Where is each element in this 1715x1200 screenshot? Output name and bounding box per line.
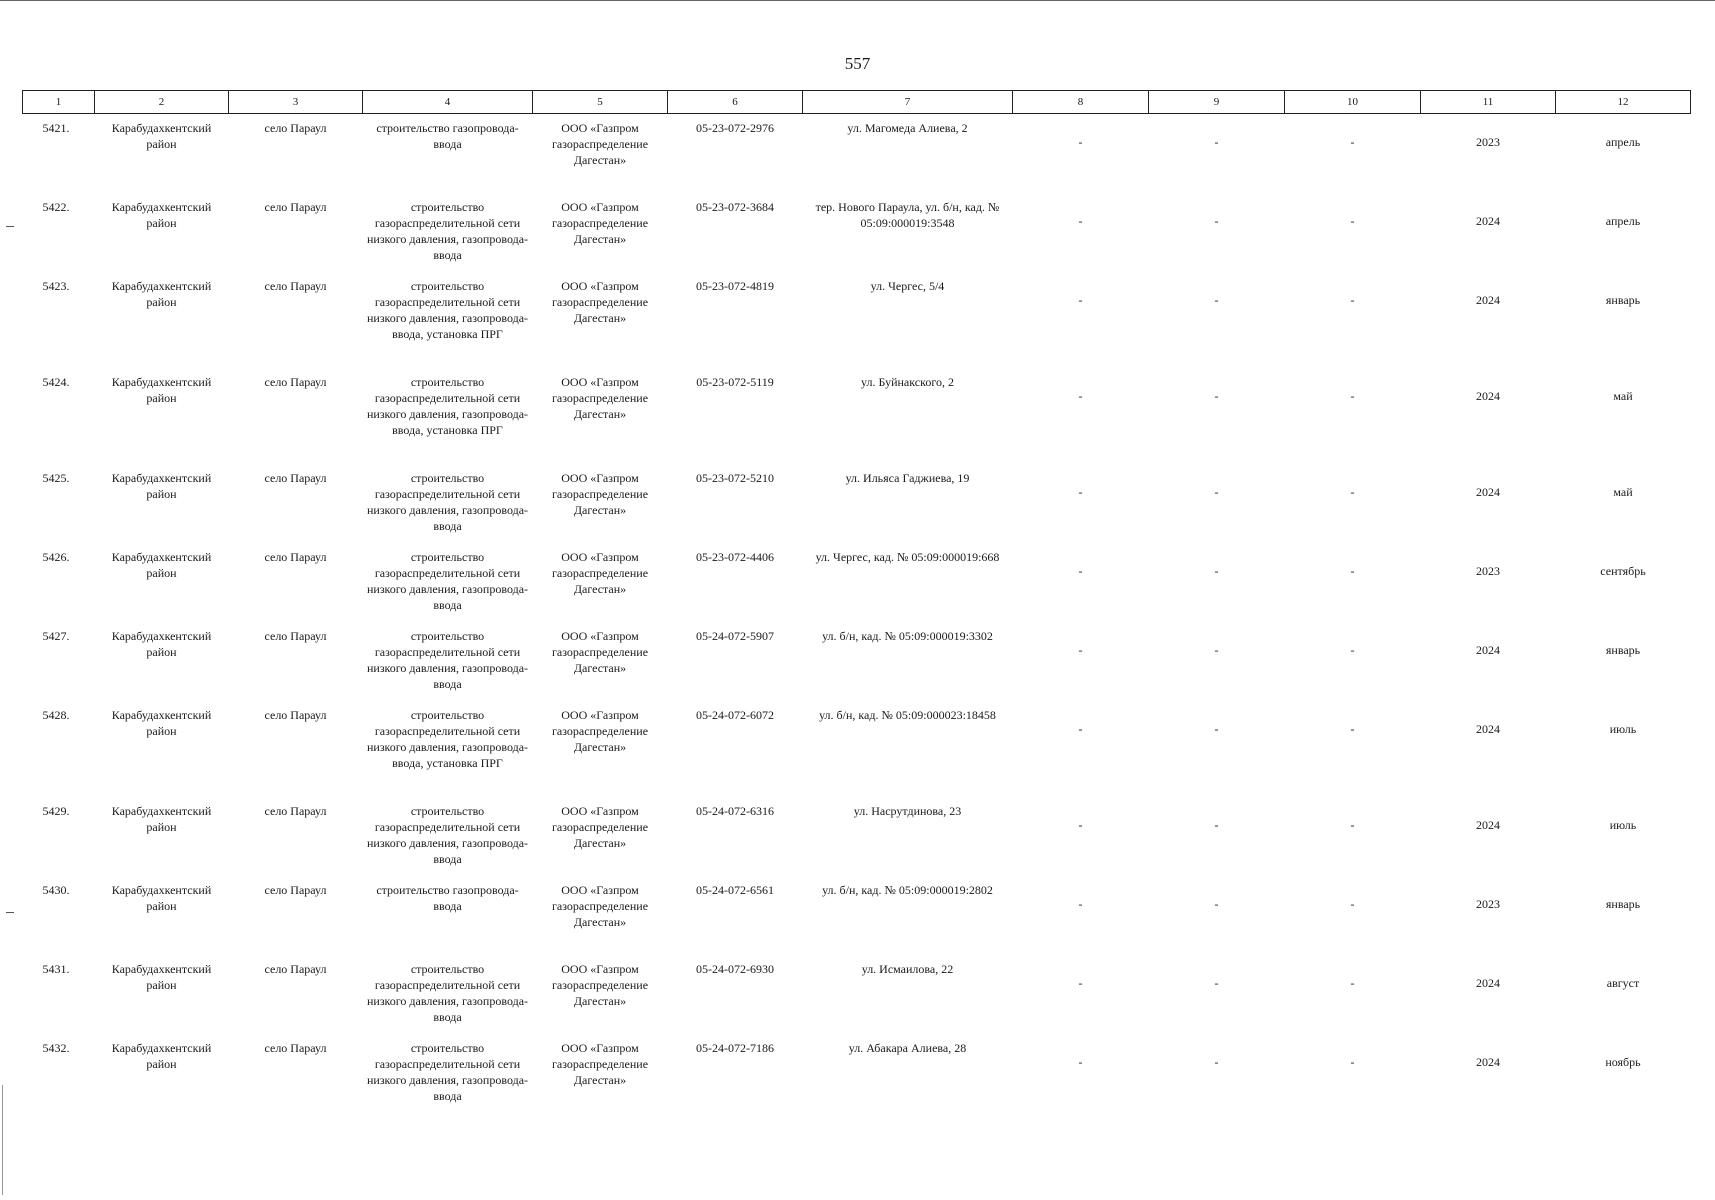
operator-cell: ООО «Газпром газораспределение Дагестан» <box>551 628 649 675</box>
object-code-cell: 05-24-072-7186 <box>696 1040 774 1055</box>
work-type-cell: строительство газопровода-ввода <box>376 882 519 913</box>
column-10-cell: - <box>1350 721 1355 736</box>
district-cell: Карабудахкентский район <box>111 199 212 230</box>
address-cell: ул. Абакара Алиева, 28 <box>848 1040 967 1055</box>
column-8-cell: - <box>1078 1054 1083 1069</box>
column-8-cell: - <box>1078 975 1083 990</box>
column-10-cell: - <box>1350 642 1355 657</box>
register-table-container <box>22 90 1690 1113</box>
column-header-5: 5 <box>533 91 668 114</box>
row-number: 5427. <box>42 628 70 643</box>
column-9-cell: - <box>1214 292 1219 307</box>
column-10-cell: - <box>1350 1054 1355 1069</box>
column-8-cell: - <box>1078 896 1083 911</box>
column-8-cell: - <box>1078 563 1083 578</box>
column-9-cell: - <box>1214 135 1219 149</box>
row-number: 5423. <box>42 278 70 293</box>
column-10-cell: - <box>1350 817 1355 832</box>
column-9-cell: - <box>1214 975 1219 990</box>
village-cell: село Параул <box>264 1040 327 1055</box>
column-8-cell: - <box>1078 817 1083 832</box>
scan-left-rule <box>2 1085 3 1195</box>
district-cell: Карабудахкентский район <box>111 374 212 405</box>
column-header-2: 2 <box>95 91 229 114</box>
column-10-cell: - <box>1350 292 1355 307</box>
operator-cell: ООО «Газпром газораспределение Дагестан» <box>551 961 649 1008</box>
work-type-cell: строительство газопровода-ввода <box>376 121 519 151</box>
village-cell: село Параул <box>264 199 327 214</box>
column-9-cell: - <box>1214 721 1219 736</box>
month-cell: ноябрь <box>1605 1054 1641 1069</box>
row-number: 5425. <box>42 470 70 485</box>
table-row <box>23 1034 1691 1113</box>
year-cell: 2024 <box>1476 642 1500 657</box>
column-number-row <box>23 91 1691 114</box>
district-cell: Карабудахкентский район <box>111 1040 212 1071</box>
operator-cell: ООО «Газпром газораспределение Дагестан» <box>551 199 649 246</box>
column-8-cell: - <box>1078 292 1083 307</box>
column-10-cell: - <box>1350 388 1355 403</box>
column-9-cell: - <box>1214 817 1219 832</box>
work-type-cell: строительство газораспределительной сети низкого давления, газопровода-ввода, установка ПРГ <box>366 374 529 437</box>
district-cell: Карабудахкентский район <box>111 803 212 834</box>
table-header <box>23 91 1691 114</box>
village-cell: село Параул <box>264 882 327 897</box>
object-code-cell: 05-23-072-4819 <box>696 278 774 293</box>
column-9-cell: - <box>1214 896 1219 911</box>
row-number: 5424. <box>42 374 70 389</box>
row-number: 5421. <box>42 121 70 135</box>
village-cell: село Параул <box>264 121 327 135</box>
column-8-cell: - <box>1078 388 1083 403</box>
operator-cell: ООО «Газпром газораспределение Дагестан» <box>551 374 649 421</box>
column-header-3: 3 <box>229 91 363 114</box>
row-number: 5430. <box>42 882 70 897</box>
table-body <box>23 114 1691 1113</box>
object-code-cell: 05-23-072-4406 <box>696 549 774 564</box>
year-cell: 2023 <box>1476 135 1500 149</box>
address-cell: тер. Нового Параула, ул. б/н, кад. № 05:09:000019:3548 <box>815 199 1000 230</box>
address-cell: ул. б/н, кад. № 05:09:000019:2802 <box>822 882 993 897</box>
year-cell: 2024 <box>1476 484 1500 499</box>
month-cell: август <box>1606 975 1640 990</box>
column-9-cell: - <box>1214 388 1219 403</box>
object-code-cell: 05-23-072-5119 <box>696 374 774 389</box>
month-cell: июль <box>1609 817 1637 832</box>
work-type-cell: строительство газораспределительной сети низкого давления, газопровода-ввода <box>366 803 529 866</box>
month-cell: январь <box>1605 292 1641 307</box>
district-cell: Карабудахкентский район <box>111 549 212 580</box>
table-row <box>23 543 1691 622</box>
column-9-cell: - <box>1214 213 1219 228</box>
month-cell: апрель <box>1605 213 1641 228</box>
column-9-cell: - <box>1214 484 1219 499</box>
district-cell: Карабудахкентский район <box>111 121 212 151</box>
object-code-cell: 05-23-072-3684 <box>696 199 774 214</box>
row-number: 5431. <box>42 961 70 976</box>
district-cell: Карабудахкентский район <box>111 470 212 501</box>
column-8-cell: - <box>1078 213 1083 228</box>
column-8-cell: - <box>1078 135 1083 149</box>
work-type-cell: строительство газораспределительной сети низкого давления, газопровода-ввода <box>366 961 529 1024</box>
object-code-cell: 05-24-072-6072 <box>696 707 774 722</box>
column-header-4: 4 <box>363 91 533 114</box>
table-row <box>23 797 1691 876</box>
column-header-11: 11 <box>1421 91 1556 114</box>
village-cell: село Параул <box>264 470 327 485</box>
operator-cell: ООО «Газпром газораспределение Дагестан» <box>551 278 649 325</box>
year-cell: 2024 <box>1476 817 1500 832</box>
object-code-cell: 05-24-072-6561 <box>696 882 774 897</box>
object-code-cell: 05-23-072-5210 <box>696 470 774 485</box>
operator-cell: ООО «Газпром газораспределение Дагестан» <box>551 1040 649 1087</box>
table-row <box>23 622 1691 701</box>
row-number: 5429. <box>42 803 70 818</box>
table-row <box>23 955 1691 1034</box>
district-cell: Карабудахкентский район <box>111 707 212 738</box>
column-8-cell: - <box>1078 642 1083 657</box>
address-cell: ул. Ильяса Гаджиева, 19 <box>845 470 970 485</box>
operator-cell: ООО «Газпром газораспределение Дагестан» <box>551 707 649 754</box>
month-cell: май <box>1613 388 1633 403</box>
table-row <box>23 272 1691 368</box>
month-cell: июль <box>1609 721 1637 736</box>
column-header-9: 9 <box>1149 91 1285 114</box>
month-cell: январь <box>1605 642 1641 657</box>
column-10-cell: - <box>1350 975 1355 990</box>
column-9-cell: - <box>1214 642 1219 657</box>
work-type-cell: строительство газораспределительной сети низкого давления, газопровода-ввода <box>366 549 529 612</box>
year-cell: 2024 <box>1476 975 1500 990</box>
column-10-cell: - <box>1350 563 1355 578</box>
village-cell: село Параул <box>264 278 327 293</box>
scan-mark <box>6 226 14 227</box>
village-cell: село Параул <box>264 961 327 976</box>
work-type-cell: строительство газораспределительной сети низкого давления, газопровода-ввода <box>366 628 529 691</box>
column-8-cell: - <box>1078 484 1083 499</box>
operator-cell: ООО «Газпром газораспределение Дагестан» <box>551 121 649 167</box>
district-cell: Карабудахкентский район <box>111 961 212 992</box>
row-number: 5428. <box>42 707 70 722</box>
object-code-cell: 05-24-072-6316 <box>696 803 774 818</box>
year-cell: 2024 <box>1476 292 1500 307</box>
address-cell: ул. Чергес, 5/4 <box>870 278 945 293</box>
month-cell: январь <box>1605 896 1641 911</box>
column-9-cell: - <box>1214 1054 1219 1069</box>
village-cell: село Параул <box>264 549 327 564</box>
column-10-cell: - <box>1350 484 1355 499</box>
column-header-1: 1 <box>23 91 95 114</box>
table-row <box>23 701 1691 797</box>
column-10-cell: - <box>1350 135 1355 149</box>
year-cell: 2024 <box>1476 213 1500 228</box>
year-cell: 2023 <box>1476 896 1500 911</box>
month-cell: апрель <box>1605 135 1641 149</box>
register-table <box>22 90 1691 1113</box>
object-code-cell: 05-23-072-2976 <box>696 121 774 135</box>
column-10-cell: - <box>1350 213 1355 228</box>
work-type-cell: строительство газораспределительной сети низкого давления, газопровода-ввода <box>366 199 529 262</box>
work-type-cell: строительство газораспределительной сети низкого давления, газопровода-ввода <box>366 470 529 533</box>
address-cell: ул. Буйнакского, 2 <box>861 374 954 389</box>
work-type-cell: строительство газораспределительной сети низкого давления, газопровода-ввода <box>366 1040 529 1103</box>
scan-top-edge <box>0 0 1715 1</box>
address-cell: ул. Насрутдинова, 23 <box>853 803 962 818</box>
village-cell: село Параул <box>264 707 327 722</box>
year-cell: 2024 <box>1476 388 1500 403</box>
column-header-12: 12 <box>1556 91 1691 114</box>
year-cell: 2024 <box>1476 721 1500 736</box>
column-10-cell: - <box>1350 896 1355 911</box>
operator-cell: ООО «Газпром газораспределение Дагестан» <box>551 882 649 929</box>
village-cell: село Параул <box>264 374 327 389</box>
work-type-cell: строительство газораспределительной сети низкого давления, газопровода-ввода, установка ПРГ <box>366 278 529 341</box>
column-header-10: 10 <box>1285 91 1421 114</box>
table-row <box>23 368 1691 464</box>
district-cell: Карабудахкентский район <box>111 882 212 913</box>
address-cell: ул. б/н, кад. № 05:09:000019:3302 <box>822 628 993 643</box>
district-cell: Карабудахкентский район <box>111 628 212 659</box>
village-cell: село Параул <box>264 803 327 818</box>
year-cell: 2023 <box>1476 563 1500 578</box>
row-number: 5422. <box>42 199 70 214</box>
table-row <box>23 464 1691 543</box>
address-cell: ул. б/н, кад. № 05:09:000023:18458 <box>819 707 996 722</box>
address-cell: ул. Чергес, кад. № 05:09:000019:668 <box>815 549 1000 564</box>
page-number: 557 <box>844 54 871 73</box>
object-code-cell: 05-24-072-6930 <box>696 961 774 976</box>
column-header-8: 8 <box>1013 91 1149 114</box>
work-type-cell: строительство газораспределительной сети низкого давления, газопровода-ввода, установка ПРГ <box>366 707 529 770</box>
column-9-cell: - <box>1214 563 1219 578</box>
column-8-cell: - <box>1078 721 1083 736</box>
year-cell: 2024 <box>1476 1054 1500 1069</box>
row-number: 5426. <box>42 549 70 564</box>
operator-cell: ООО «Газпром газораспределение Дагестан» <box>551 803 649 850</box>
operator-cell: ООО «Газпром газораспределение Дагестан» <box>551 470 649 517</box>
scan-mark <box>6 912 14 913</box>
table-row <box>23 876 1691 955</box>
address-cell: ул. Исмаилова, 22 <box>861 961 954 976</box>
column-header-7: 7 <box>803 91 1013 114</box>
row-number: 5432. <box>42 1040 70 1055</box>
table-row <box>23 193 1691 272</box>
village-cell: село Параул <box>264 628 327 643</box>
table-row <box>23 114 1691 193</box>
column-header-6: 6 <box>668 91 803 114</box>
address-cell: ул. Магомеда Алиева, 2 <box>847 121 968 135</box>
month-cell: сентябрь <box>1600 563 1646 578</box>
month-cell: май <box>1613 484 1633 499</box>
object-code-cell: 05-24-072-5907 <box>696 628 774 643</box>
operator-cell: ООО «Газпром газораспределение Дагестан» <box>551 549 649 596</box>
district-cell: Карабудахкентский район <box>111 278 212 309</box>
